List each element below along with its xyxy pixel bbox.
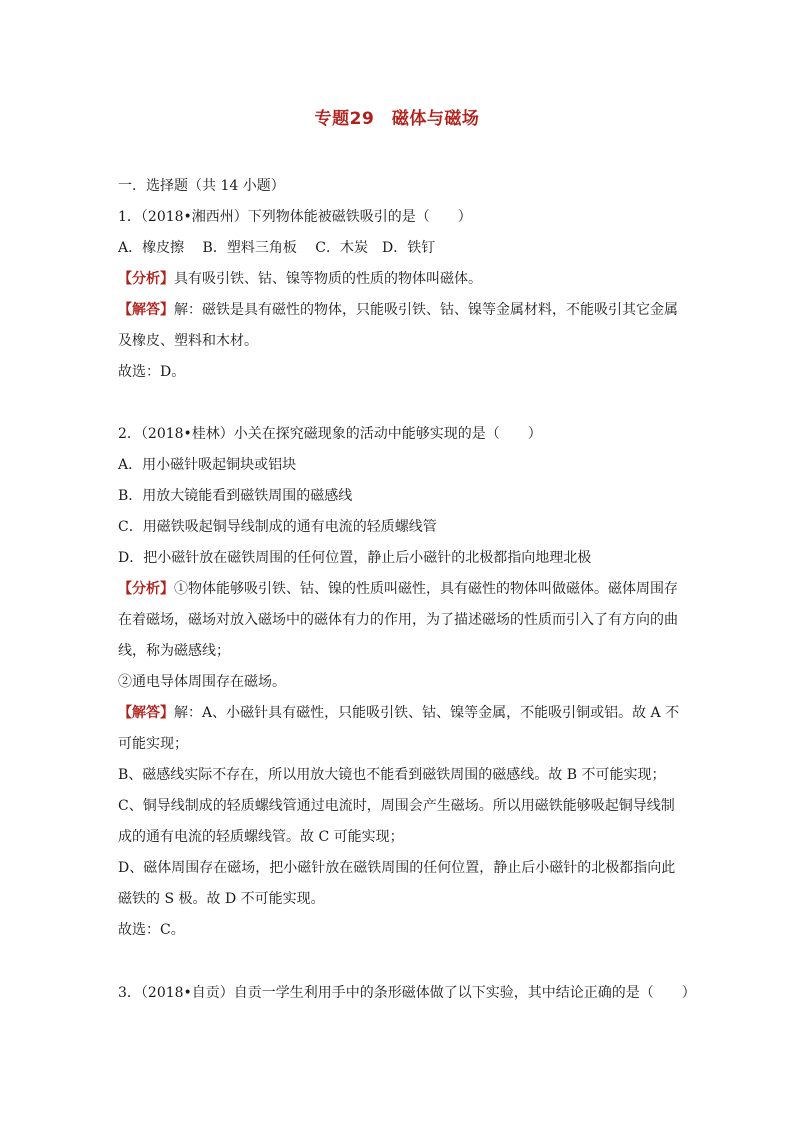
q1-analysis [118,269,482,289]
q2-answer-line-6: D、磁体周围存在磁场，把小磁针放在磁铁周围的任何位置，静止后小磁针的北极都指向此 [118,860,676,876]
analysis-tag: 【分析】 [118,271,174,287]
section-heading: 一．选择题（共 14 小题） [118,178,285,194]
q2-answer-line-5: 成的通有电流的轻质螺线管。故 C 可能实现； [118,829,404,845]
q2-answer-text: 解：A、小磁针具有磁性，只能吸引铁、钴、镍等金属，不能吸引铜或铝。故 A 不 [174,705,680,721]
q2-answer-line-4: C、铜导线制成的轻质螺线管通过电流时，周围会产生磁场。所以用磁铁能够吸起铜导线制 [118,798,675,814]
q2-answer-line-3: B、磁感线实际不存在，所以用放大镜也不能看到磁铁周围的磁感线。故 B 不可能实现； [118,767,666,783]
q2-analysis-line-1 [118,579,678,599]
q2-stem: 2．（2018•桂林）小关在探究磁现象的活动中能够实现的是（ ） [118,426,542,442]
q1-options: A．橡皮擦 B．塑料三角板 C．木炭 D．铁钉 [118,240,436,256]
q2-answer-line-2: 可能实现； [118,736,188,752]
q1-answer-line-1 [118,300,678,320]
answer-tag: 【解答】 [118,302,174,318]
q1-answer-text: 解：磁铁是具有磁性的物体，只能吸引铁、钴、镍等金属材料，不能吸引其它金属 [174,302,678,318]
q2-option-d: D．把小磁针放在磁铁周围的任何位置，静止后小磁针的北极都指向地理北极 [118,550,592,566]
q2-analysis-line-2: 在着磁场，磁场对放入磁场中的磁体有力的作用，为了描述磁场的性质而引入了有方向的曲 [118,612,678,628]
q1-choice: 故选：D。 [118,364,186,380]
q3-stem: 3．（2018•自贡）自贡一学生利用手中的条形磁体做了以下实验，其中结论正确的是（ ） [118,985,696,1001]
analysis-tag: 【分析】 [118,581,174,597]
q2-analysis-line-4: ②通电导体周围存在磁场。 [118,674,286,690]
q2-analysis-text: ①物体能够吸引铁、钴、镍的性质叫磁性，具有磁性的物体叫做磁体。磁体周围存 [174,581,678,597]
page-title: 专题29 磁体与磁场 [314,109,480,129]
q2-option-a: A．用小磁针吸起铜块或铝块 [118,457,297,473]
answer-tag: 【解答】 [118,705,174,721]
q2-answer-line-7: 磁铁的 S 极。故 D 不可能实现。 [118,891,325,907]
q2-option-b: B．用放大镜能看到磁铁周围的磁感线 [118,488,353,504]
q1-stem: 1．（2018•湘西州）下列物体能被磁铁吸引的是（ ） [118,209,472,225]
q2-answer-line-1 [118,703,679,723]
q2-option-c: C．用磁铁吸起铜导线制成的通有电流的轻质螺线管 [118,519,437,535]
q1-answer-line-2: 及橡皮、塑料和木材。 [118,333,258,349]
q2-analysis-line-3: 线，称为磁感线； [118,643,230,659]
q2-choice: 故选：C。 [118,922,185,938]
q1-analysis-text: 具有吸引铁、钴、镍等物质的性质的物体叫磁体。 [174,271,482,287]
